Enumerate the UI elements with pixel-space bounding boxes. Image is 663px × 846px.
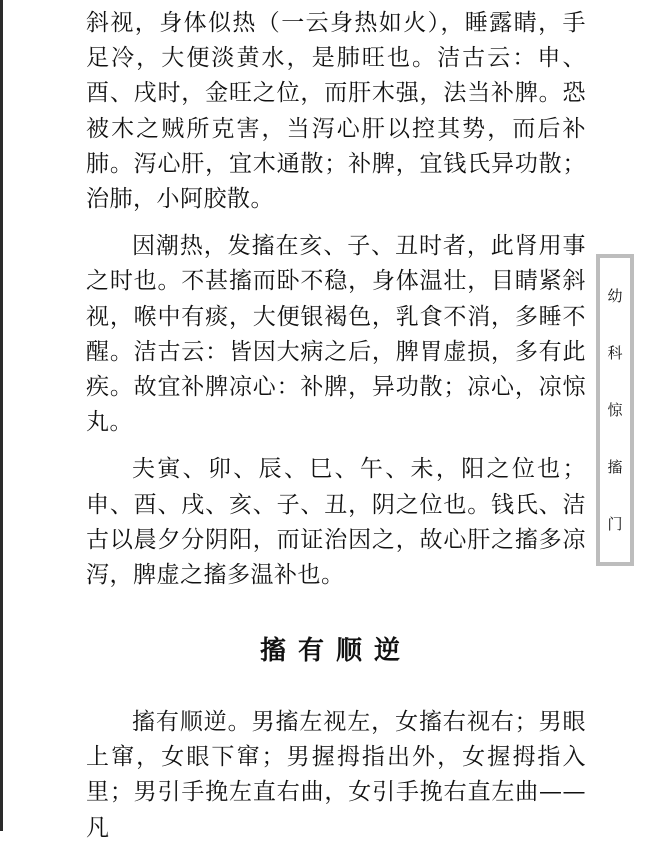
paragraph-3: 夫寅、卯、辰、巳、午、未，阳之位也；申、酉、戌、亥、子、丑，阴之位也。钱氏、洁古以晨夕分阴阳，而证治因之，故心肝之搐多凉泻，脾虚之搐多温补也。 — [86, 456, 586, 589]
page-left-border — [0, 0, 3, 831]
section-body — [86, 705, 586, 846]
side-tab-char: 搐 — [607, 457, 623, 476]
paragraph-2: 因潮热，发搐在亥、子、丑时者，此肾用事之时也。不甚搐而卧不稳，身体温壮，目睛紧斜视，喉中有痰，大便银褐色，乳食不消，多睡不醒。洁古云：皆因大病之后，脾胃虚损，多有此疾。故宜补脾凉心：补脾，异功散；凉心，凉惊丸。 — [86, 233, 586, 436]
side-tab-char: 幼 — [607, 287, 623, 306]
side-tab-char: 门 — [607, 514, 623, 533]
section-heading: 搐有顺逆 — [259, 636, 412, 666]
chapter-side-tab — [596, 254, 634, 566]
body-text — [86, 6, 586, 593]
section-paragraph: 搐有顺逆。男搐左视左，女搐右视右；男眼上窜，女眼下窜；男握拇指出外，女握拇指入里；男引手挽左直右曲，女引手挽右直左曲——凡 — [86, 709, 586, 841]
paragraph-1: 斜视，身体似热（一云身热如火），睡露睛，手足冷，大便淡黄水，是肺旺也。洁古云：申、酉、戌时，金旺之位，而肝木强，法当补脾。恐被木之贼所克害，当泻心肝以控其势，而后补肺。泻心肝，宜木通散；补脾，宜钱氏异功散；治肺，小阿胶散。 — [86, 10, 586, 213]
side-tab-char: 科 — [607, 344, 623, 363]
side-tab-char: 惊 — [607, 400, 623, 419]
